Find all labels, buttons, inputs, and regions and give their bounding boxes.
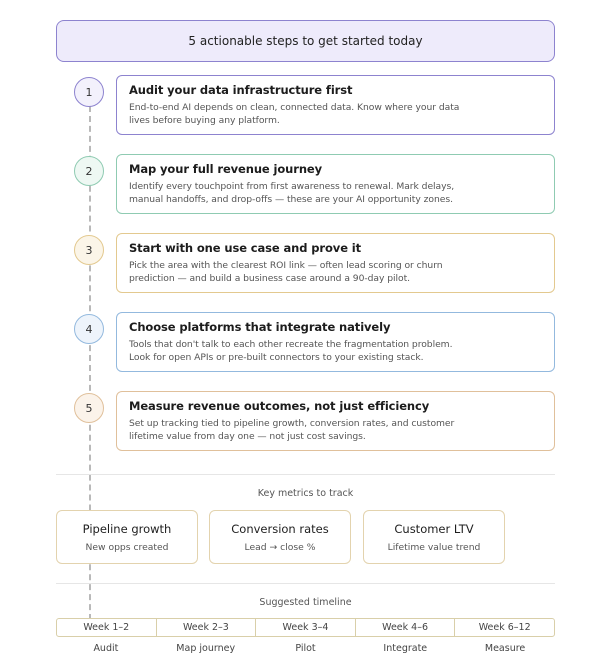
timeline-phase-label: Pilot (295, 643, 316, 654)
step-description (129, 101, 542, 127)
metric-subtitle: New opps created (85, 541, 169, 553)
step-description-line: Tools that don't talk to each other recreate the fragmentation problem. (129, 339, 453, 350)
timeline-phase-labels (56, 643, 555, 654)
step-card-3 (116, 233, 555, 293)
step-description-line: prediction — and build a business case around a 90-day pilot. (129, 273, 411, 284)
step-description (129, 180, 542, 206)
step-number: 4 (85, 322, 93, 336)
metric-title: Pipeline growth (82, 521, 172, 536)
step-number-badge-3 (74, 235, 104, 265)
section-divider (56, 583, 555, 584)
step-card-5 (116, 391, 555, 451)
timeline-phase-label: Audit (93, 643, 119, 654)
timeline-bar (56, 618, 555, 637)
metric-title: Customer LTV (394, 521, 474, 536)
step-title: Measure revenue outcomes, not just efficiency (129, 399, 430, 413)
timeline-phase-label: Map journey (176, 643, 236, 654)
step-title: Map your full revenue journey (129, 162, 323, 176)
timeline-phase-label: Measure (484, 643, 526, 654)
step-description-line: Look for open APIs or pre-built connectors to your existing stack. (129, 352, 424, 363)
step-number: 2 (85, 164, 93, 178)
step-description (129, 338, 542, 364)
step-card-2 (116, 154, 555, 214)
step-description-line: End-to-end AI depends on clean, connected data. Know where your data (129, 102, 460, 113)
timeline-phase-label: Integrate (383, 643, 428, 654)
step-description-line: Set up tracking tied to pipeline growth, conversion rates, and customer (129, 418, 455, 429)
step-number-badge-1 (74, 77, 104, 107)
step-card-1 (116, 75, 555, 135)
step-card-4 (116, 312, 555, 372)
timeline-week-cell: Week 1–2 (56, 618, 157, 637)
page-title (56, 20, 555, 62)
step-number-badge-5 (74, 393, 104, 423)
metric-title: Conversion rates (231, 521, 329, 536)
metric-subtitle: Lifetime value trend (387, 541, 481, 553)
step-title: Start with one use case and prove it (129, 241, 362, 255)
step-number: 3 (85, 243, 93, 257)
step-description-line: lives before buying any platform. (129, 115, 280, 126)
step-title: Choose platforms that integrate natively (129, 320, 391, 334)
metric-card-customer-ltv (363, 510, 505, 564)
metric-card-conversion-rates (209, 510, 351, 564)
metric-subtitle: Lead → close % (244, 541, 316, 553)
step-title: Audit your data infrastructure first (129, 83, 353, 97)
step-number-badge-2 (74, 156, 104, 186)
timeline-week-cell: Week 2–3 (156, 618, 257, 637)
timeline-section-label: Suggested timeline (259, 597, 352, 608)
step-number: 1 (85, 85, 93, 99)
timeline-week-cell: Week 3–4 (255, 618, 356, 637)
page-title-text: 5 actionable steps to get started today (188, 34, 423, 48)
timeline-week-cell: Week 4–6 (355, 618, 456, 637)
step-description-line: Pick the area with the clearest ROI link — often lead scoring or churn (129, 260, 443, 271)
metric-card-pipeline-growth (56, 510, 198, 564)
step-description-line: lifetime value from day one — not just cost savings. (129, 431, 366, 442)
timeline-week-cell: Week 6–12 (454, 618, 555, 637)
step-number-badge-4 (74, 314, 104, 344)
step-description-line: Identify every touchpoint from first awareness to renewal. Mark delays, (129, 181, 455, 192)
step-description (129, 259, 542, 285)
step-description (129, 417, 542, 443)
metrics-section-label: Key metrics to track (257, 488, 354, 499)
step-description-line: manual handoffs, and drop-offs — these are your AI opportunity zones. (129, 194, 453, 205)
section-divider (56, 474, 555, 475)
step-number: 5 (85, 401, 93, 415)
